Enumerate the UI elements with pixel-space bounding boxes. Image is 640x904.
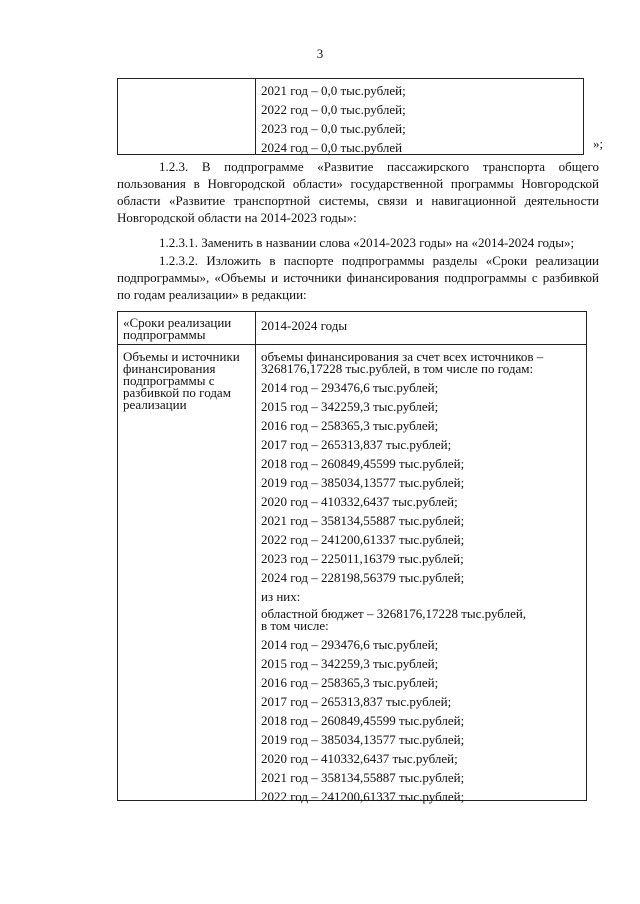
year-row: 2017 год – 265313,837 тыс.рублей;: [261, 694, 452, 709]
funding-intro-line: объемы финансирования за счет всех источников –: [261, 349, 544, 364]
paragraph-1-2-3: 1.2.3. В подпрограмме «Развитие пассажирского транспорта общего пользования в Новгородской области» государственной программы Новгородской области «Развитие транспортной системы, связи и навигационной деятельности Новгородской области на 2014-2023 годы»:: [117, 159, 599, 225]
year-row: 2022 год – 241200,61337 тыс.рублей;: [261, 532, 465, 547]
year-row: 2014 год – 293476,6 тыс.рублей;: [261, 637, 439, 652]
year-row: 2015 год – 342259,3 тыс.рублей;: [261, 656, 439, 671]
term-value-cell: 2014-2024 годы: [261, 318, 348, 333]
table-column-divider: [255, 312, 256, 800]
top-table-line: 2024 год – 0,0 тыс.рублей: [261, 140, 403, 155]
year-row: 2017 год – 265313,837 тыс.рублей;: [261, 437, 452, 452]
table-row-divider: [118, 344, 586, 345]
paragraph-1-2-3-1: 1.2.3.1. Заменить в названии слова «2014-2023 годы» на «2014-2024 годы»;: [159, 235, 575, 250]
passport-table: [117, 311, 587, 804]
year-row: 2024 год – 228198,56379 тыс.рублей;: [261, 570, 465, 585]
year-row: 2021 год – 358134,55887 тыс.рублей;: [261, 513, 465, 528]
top-table-line: 2021 год – 0,0 тыс.рублей;: [261, 83, 406, 98]
year-row: 2019 год – 385034,13577 тыс.рублей;: [261, 475, 465, 490]
year-row: 2020 год – 410332,6437 тыс.рублей;: [261, 494, 458, 509]
funding-intro-line: 3268176,17228 тыс.рублей, в том числе по годам:: [261, 361, 534, 376]
year-row: 2020 год – 410332,6437 тыс.рублей;: [261, 751, 458, 766]
year-row: 2014 год – 293476,6 тыс.рублей;: [261, 380, 439, 395]
regional-budget-line: областной бюджет – 3268176,17228 тыс.рублей,: [261, 606, 527, 621]
year-row: 2016 год – 258365,3 тыс.рублей;: [261, 418, 439, 433]
term-label-cell: «Сроки реализации подпрограммы: [123, 315, 232, 342]
top-table: [117, 78, 584, 155]
top-table-line: 2022 год – 0,0 тыс.рублей;: [261, 102, 406, 117]
year-row: 2018 год – 260849,45599 тыс.рублей;: [261, 713, 465, 728]
year-row: 2023 год – 225011,16379 тыс.рублей;: [261, 551, 464, 566]
year-row: 2016 год – 258365,3 тыс.рублей;: [261, 675, 439, 690]
top-table-lines: [261, 81, 406, 157]
year-row: 2015 год – 342259,3 тыс.рублей;: [261, 399, 439, 414]
regional-budget-line: в том числе:: [261, 618, 329, 633]
funding-years-regional: [261, 635, 543, 806]
top-table-line: 2023 год – 0,0 тыс.рублей;: [261, 121, 406, 136]
year-row: 2022 год – 241200,61337 тыс.рублей;: [261, 789, 465, 804]
year-row: 2018 год – 260849,45599 тыс.рублей;: [261, 456, 465, 471]
table-divider: [255, 79, 256, 154]
year-row: 2021 год – 358134,55887 тыс.рублей;: [261, 770, 465, 785]
closing-quote: »;: [593, 136, 604, 151]
funding-years-all: [261, 378, 543, 606]
funding-value-cell: [261, 351, 543, 806]
of-them-label: из них:: [261, 589, 301, 604]
funding-label-cell: Объемы и источники финансирования подпрограммы с разбивкой по годам реализации: [123, 349, 240, 412]
year-row: 2019 год – 385034,13577 тыс.рублей;: [261, 732, 465, 747]
page-number: 3: [316, 46, 324, 61]
paragraph-1-2-3-2: 1.2.3.2. Изложить в паспорте подпрограммы разделы «Сроки реализации подпрограммы», «Объемы и источники финансирования подпрограммы с разбивкой по годам реализации» в редакции:: [117, 253, 599, 302]
